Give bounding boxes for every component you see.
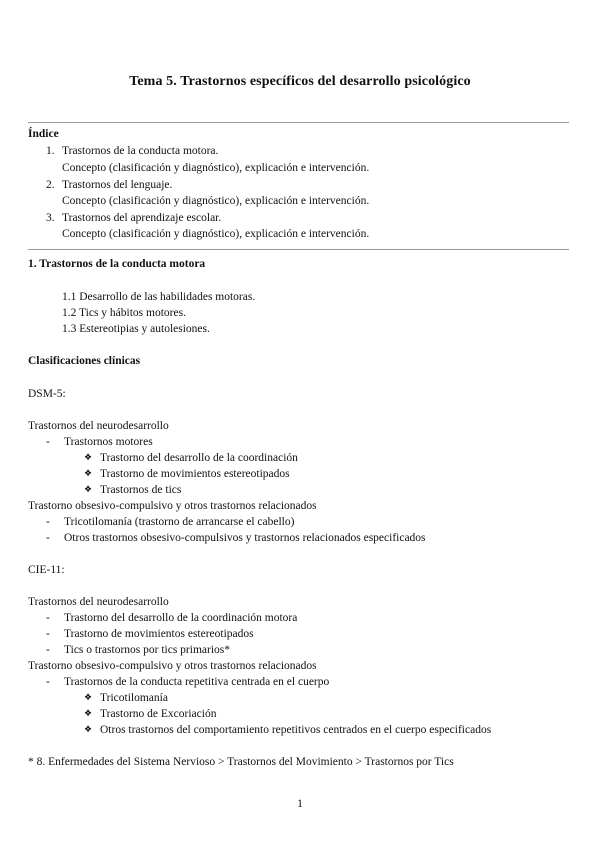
index-item-desc: Concepto (clasificación y diagnóstico), explicación e intervención. bbox=[62, 228, 370, 240]
cie-item bbox=[46, 628, 254, 640]
list-item-text: Trastorno del desarrollo de la coordinación motora bbox=[64, 612, 298, 624]
cie-group-heading: Trastornos del neurodesarrollo bbox=[28, 596, 169, 608]
dsm-subgroup bbox=[46, 532, 426, 544]
list-item-text: Trastorno del desarrollo de la coordinación bbox=[100, 452, 298, 464]
index-item-title: Trastornos del aprendizaje escolar. bbox=[62, 212, 222, 224]
dash-bullet: - bbox=[46, 436, 50, 448]
diamond-bullet-icon: ❖ bbox=[84, 452, 93, 462]
dash-bullet: - bbox=[46, 676, 50, 688]
cie-label: CIE-11: bbox=[28, 564, 65, 576]
index-item-number: 2. bbox=[46, 179, 55, 191]
dash-bullet: - bbox=[46, 612, 50, 624]
cie-item bbox=[84, 724, 491, 736]
cie-subgroup bbox=[46, 676, 329, 688]
cie-item bbox=[84, 708, 216, 720]
list-item-text: Trastorno de Excoriación bbox=[100, 708, 217, 720]
dsm-group-heading: Trastornos del neurodesarrollo bbox=[28, 420, 169, 432]
list-item-text: Trastornos de la conducta repetitiva centrada en el cuerpo bbox=[64, 676, 330, 688]
cie-group-heading: Trastorno obsesivo-compulsivo y otros trastornos relacionados bbox=[28, 660, 317, 672]
dash-bullet: - bbox=[46, 644, 50, 656]
subsection-item: 1.1 Desarrollo de las habilidades motoras. bbox=[62, 291, 256, 303]
list-item-text: Tricotilomanía (trastorno de arrancarse el cabello) bbox=[64, 516, 295, 528]
index-item-title: Trastornos de la conducta motora. bbox=[62, 145, 219, 157]
index-item-number: 1. bbox=[46, 145, 55, 157]
dash-bullet: - bbox=[46, 516, 50, 528]
list-item-text: Trastornos motores bbox=[64, 436, 153, 448]
cie-item bbox=[46, 612, 297, 624]
diamond-bullet-icon: ❖ bbox=[84, 484, 93, 494]
list-item-text: Otros trastornos obsesivo-compulsivos y trastornos relacionados especificados bbox=[64, 532, 426, 544]
diamond-bullet-icon: ❖ bbox=[84, 468, 93, 478]
index-item-1 bbox=[46, 145, 218, 157]
list-item-text: Trastorno de movimientos estereotipados bbox=[100, 468, 290, 480]
index-item-number: 3. bbox=[46, 212, 55, 224]
dash-bullet: - bbox=[46, 628, 50, 640]
index-item-title: Trastornos del lenguaje. bbox=[62, 179, 173, 191]
dsm-subgroup bbox=[46, 516, 294, 528]
list-item-text: Otros trastornos del comportamiento repetitivos centrados en el cuerpo especificados bbox=[100, 724, 492, 736]
dsm-item bbox=[84, 468, 290, 480]
page-number: 1 bbox=[297, 796, 303, 810]
dsm-subgroup bbox=[46, 436, 153, 448]
divider-bottom bbox=[28, 249, 569, 250]
index-heading: Índice bbox=[28, 128, 59, 140]
index-item-desc: Concepto (clasificación y diagnóstico), explicación e intervención. bbox=[62, 195, 370, 207]
index-item-3 bbox=[46, 212, 221, 224]
diamond-bullet-icon: ❖ bbox=[84, 708, 93, 718]
cie-item bbox=[84, 692, 168, 704]
subsection-item: 1.3 Estereotipias y autolesiones. bbox=[62, 323, 210, 335]
index-item-2 bbox=[46, 179, 172, 191]
list-item-text: Tricotilomanía bbox=[100, 692, 168, 704]
divider-top bbox=[28, 122, 569, 123]
dsm-item bbox=[84, 484, 181, 496]
list-item-text: Trastorno de movimientos estereotipados bbox=[64, 628, 254, 640]
page-title: Tema 5. Trastornos específicos del desarrollo psicológico bbox=[129, 74, 471, 89]
dash-bullet: - bbox=[46, 532, 50, 544]
cie-item bbox=[46, 644, 230, 656]
index-item-desc: Concepto (clasificación y diagnóstico), explicación e intervención. bbox=[62, 162, 370, 174]
list-item-text: Trastornos de tics bbox=[100, 484, 182, 496]
section-1-heading: 1. Trastornos de la conducta motora bbox=[28, 258, 206, 270]
list-item-text: Tics o trastornos por tics primarios* bbox=[64, 644, 230, 656]
diamond-bullet-icon: ❖ bbox=[84, 692, 93, 702]
dsm-label: DSM-5: bbox=[28, 388, 66, 400]
dsm-group-heading: Trastorno obsesivo-compulsivo y otros trastornos relacionados bbox=[28, 500, 317, 512]
footnote: * 8. Enfermedades del Sistema Nervioso > Trastornos del Movimiento > Trastornos por Tics bbox=[28, 756, 454, 768]
dsm-item bbox=[84, 452, 298, 464]
clinical-classifications-heading: Clasificaciones clínicas bbox=[28, 355, 141, 367]
subsection-item: 1.2 Tics y hábitos motores. bbox=[62, 307, 186, 319]
diamond-bullet-icon: ❖ bbox=[84, 724, 93, 734]
